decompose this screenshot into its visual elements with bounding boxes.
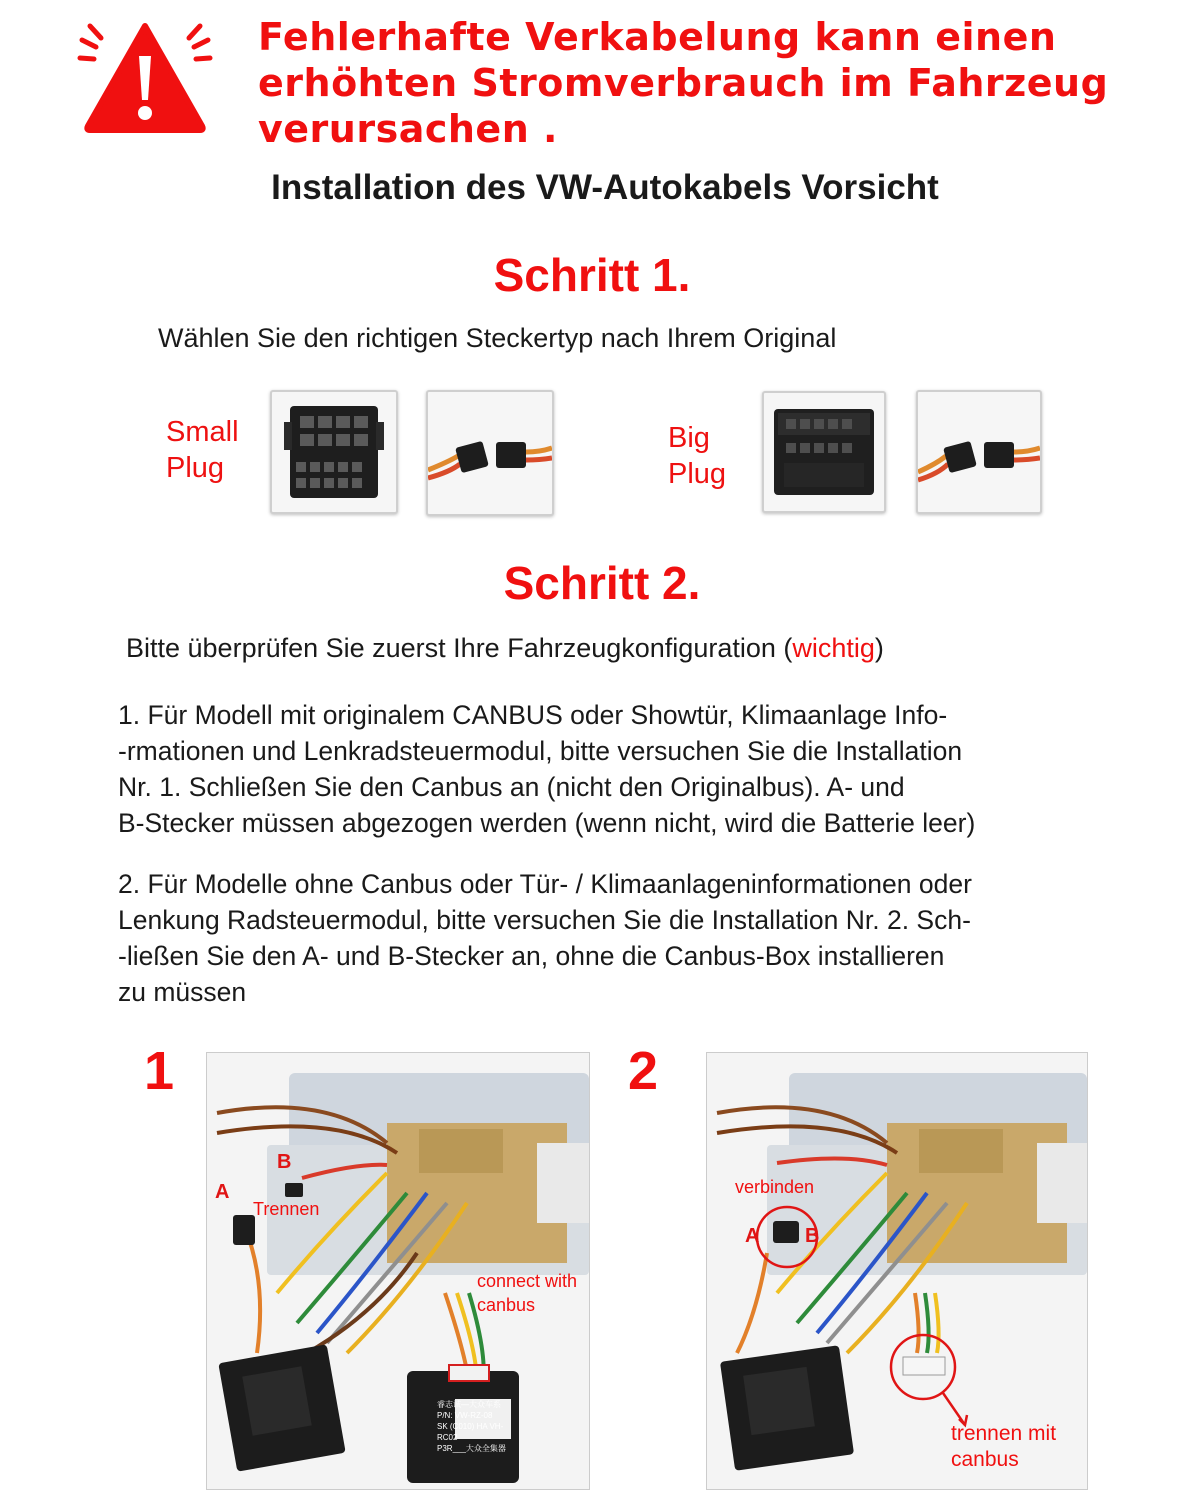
small-plug-label-line-1: Small: [166, 416, 239, 448]
canbus-box-label: [437, 1399, 511, 1454]
install2-label-b: B: [805, 1225, 820, 1247]
install1-photo: [206, 1052, 590, 1490]
install2-photo: [706, 1052, 1088, 1490]
install2-trennen-line-1: trennen mit: [951, 1422, 1057, 1445]
option2-line-1: 2. Für Modelle ohne Canbus oder Tür- / Klimaanlageninformationen oder: [118, 869, 972, 899]
small-plug-label-line-2: Plug: [166, 452, 225, 484]
option1-line-2: -rmationen und Lenkradsteuermodul, bitte versuchen Sie die Installation: [118, 736, 963, 766]
option1-paragraph: [118, 697, 1138, 841]
canbus-box-line-4: P3R___大众全集器: [437, 1444, 506, 1453]
install1-label-b: B: [277, 1151, 292, 1173]
big-plug-label-line-1: Big: [668, 422, 710, 454]
install1-label-a: A: [215, 1181, 230, 1203]
option2-line-3: -ließen Sie den A- und B-Stecker an, ohne die Canbus-Box installieren: [118, 941, 945, 971]
install2-label-a: A: [745, 1225, 760, 1247]
small-plug-connector-image: [270, 390, 398, 514]
option2-paragraph: [118, 866, 1138, 1010]
canbus-box-line-2: P/N: VW-RZ-08: [437, 1411, 493, 1420]
option1-line-1: 1. Für Modell mit originalem CANBUS oder Showtür, Klimaanlage Info-: [118, 700, 948, 730]
option1-line-3: Nr. 1. Schließen Sie den Canbus an (nicht den Originalbus). A- und: [118, 772, 905, 802]
step2-instruction-close: ): [874, 633, 884, 663]
warning-triangle-icon: [70, 14, 220, 134]
page-title: Installation des VW-Autokabels Vorsicht: [271, 168, 939, 207]
canbus-box-line-3: SK (C010) HA VH-RC02: [437, 1422, 504, 1442]
big-plug-wire-connector-image: [916, 390, 1042, 514]
big-plug-label-line-2: Plug: [668, 458, 727, 490]
option2-line-2: Lenkung Radsteuermodul, bitte versuchen Sie die Installation Nr. 2. Sch-: [118, 905, 971, 935]
install2-verbinden-note: verbinden: [735, 1177, 815, 1197]
small-plug-wire-connector-image: [426, 390, 554, 516]
warning-line-3: verursachen .: [258, 107, 558, 151]
warning-message: [258, 14, 1188, 152]
option2-line-4: zu müssen: [118, 977, 247, 1007]
install1-number: 1: [144, 1041, 175, 1101]
iso-connector-icon: [272, 392, 396, 512]
canbus-box-line-1: 睿志诚—大众车系: [437, 1400, 501, 1409]
install1-connect-line-2: canbus: [477, 1295, 536, 1315]
step2-instruction: [126, 633, 884, 664]
install2-number: 2: [628, 1041, 659, 1101]
step2-heading: Schritt 2.: [503, 557, 701, 609]
warning-line-2: erhöhten Stromverbrauch im Fahrzeug: [258, 61, 1109, 105]
warning-line-1: Fehlerhafte Verkabelung kann einen: [258, 15, 1057, 59]
install1-connect-note: [477, 1269, 577, 1317]
install2-trennen-line-2: canbus: [951, 1448, 1019, 1471]
big-plug-connector-image: [762, 391, 886, 513]
step2-instruction-text: Bitte überprüfen Sie zuerst Ihre Fahrzeugkonfiguration (: [126, 633, 793, 663]
step1-heading: Schritt 1.: [493, 249, 691, 301]
step1-instruction: Wählen Sie den richtigen Steckertyp nach Ihrem Original: [158, 323, 837, 353]
small-plug-label: [166, 414, 239, 486]
wire-connector-icon: [428, 392, 552, 514]
install1-trennen-note: Trennen: [253, 1199, 320, 1219]
quadlock-connector-icon: [764, 393, 884, 511]
wire-connector-icon: [918, 392, 1040, 512]
option1-line-4: B-Stecker müssen abgezogen werden (wenn nicht, wird die Batterie leer): [118, 808, 976, 838]
install1-connect-line-1: connect with: [477, 1271, 578, 1291]
big-plug-label: [668, 420, 726, 492]
step2-instruction-important: wichtig: [792, 633, 875, 663]
install2-trennen-note: [951, 1421, 1056, 1473]
